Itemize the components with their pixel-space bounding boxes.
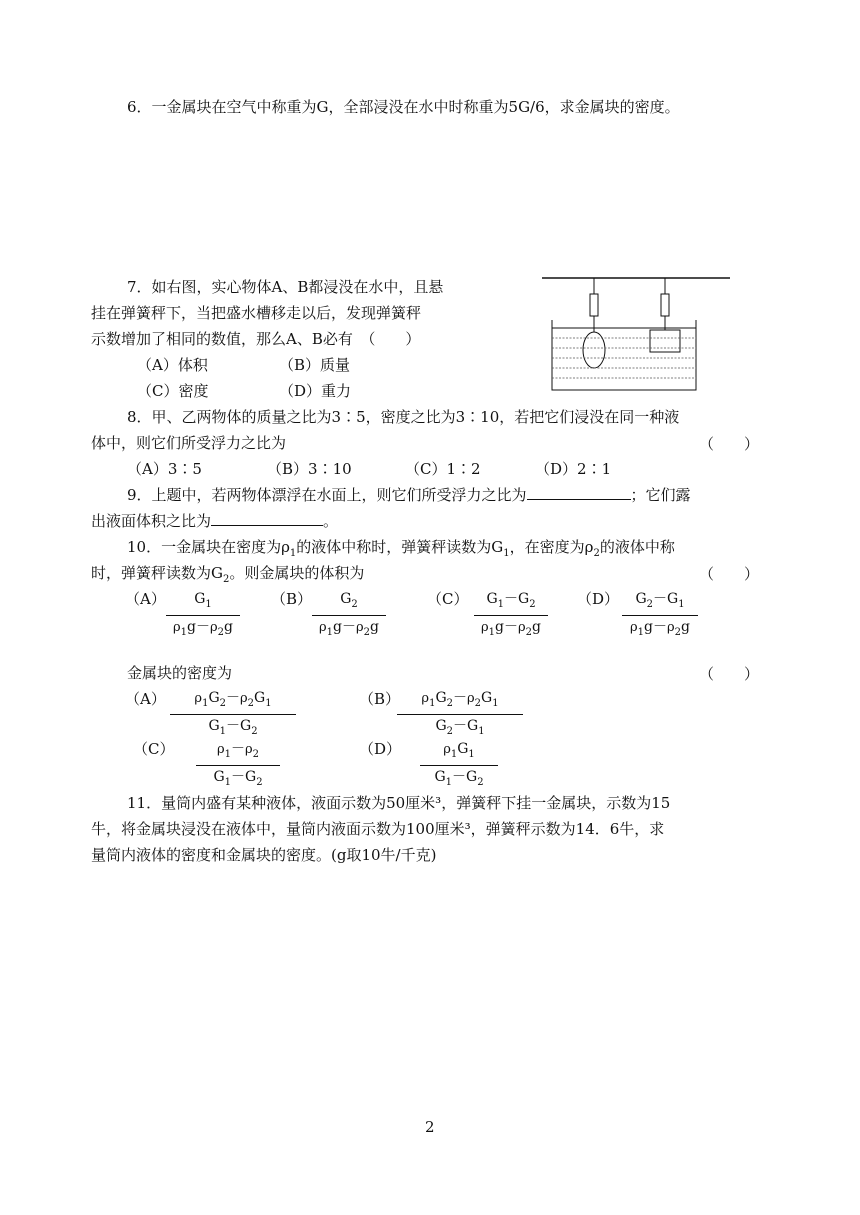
q10-text-b: 的液体中称时，弹簧秤读数为G xyxy=(296,538,504,556)
q10-line-2: 时，弹簧秤读数为$G_2$。则金属块的体积为 xyxy=(91,564,365,585)
q8-line-2: 体中，则它们所受浮力之比为 xyxy=(91,434,287,452)
q7-option-d: （D）重力 xyxy=(279,382,352,400)
q9-text-b: ；它们露 xyxy=(630,486,691,504)
q10-text-e: 时，弹簧秤读数为G xyxy=(91,564,223,582)
q8-option-b: （B）3∶10 xyxy=(267,460,352,478)
q10-text-d: 的液体中称 xyxy=(599,538,675,556)
q9-line-2 xyxy=(91,511,338,531)
q7-option-c: （C）密度 xyxy=(137,382,209,400)
q7-option-a: （A）体积 xyxy=(137,356,208,374)
q8-option-c: （C）1∶2 xyxy=(405,460,481,478)
q10-vol-fraction-c: $G_1-G_2$ $\rho_1g-\rho_2g$ xyxy=(474,589,548,644)
q10-volume-paren: （ ） xyxy=(699,565,760,583)
q9-text-a: 9．上题中，若两物体漂浮在水面上，则它们所受浮力之比为 xyxy=(127,486,527,504)
q10-den-label-b: （B） xyxy=(359,690,401,708)
q7-option-b: （B）质量 xyxy=(279,356,351,374)
q9-text-c: 出液面体积之比为 xyxy=(91,512,212,530)
q7-line-1: 7．如右图，实心物体A、B都浸没在水中，且悬 xyxy=(127,278,444,296)
q10-den-fraction-c: $\rho_1-\rho_2$ $G_1-G_2$ xyxy=(196,739,280,794)
q9-line-1 xyxy=(127,485,691,505)
q8-answer-paren: （ ） xyxy=(699,435,760,453)
q8-option-d: （D）2∶1 xyxy=(535,460,612,478)
q10-text-c: ，在密度为ρ xyxy=(509,538,594,556)
q6-text: 6．一金属块在空气中称重为G，全部浸没在水中时称重为5G/6，求金属块的密度。 xyxy=(127,98,680,116)
q10-text-a: 10．一金属块在密度为ρ xyxy=(127,538,290,556)
q11-line-1: 11．量筒内盛有某种液体，液面示数为50厘米³，弹簧秤下挂一金属块，示数为15 xyxy=(127,794,671,812)
q9-blank-2[interactable] xyxy=(211,511,323,526)
page-number: 2 xyxy=(425,1118,435,1136)
q10-den-fraction-a: $\rho_1G_2-\rho_2G_1$ $G_1-G_2$ xyxy=(170,688,296,743)
q10-den-label-a: （A） xyxy=(125,690,166,708)
q10-vol-fraction-b: $G_2$ $\rho_1g-\rho_2g$ xyxy=(312,589,386,644)
q10-text-f: 。则金属块的体积为 xyxy=(229,564,365,582)
q11-line-3: 量筒内液体的密度和金属块的密度。(g取10牛/千克) xyxy=(91,846,437,864)
q10-den-fraction-d: $\rho_1G_1$ $G_1-G_2$ xyxy=(420,739,498,794)
q10-line-1: 10．一金属块在密度为$\rho_1$的液体中称时，弹簧秤读数为$G_1$，在密度为$\rho_2$的液体中称 xyxy=(127,538,675,559)
q10-vol-fraction-d: $G_2-G_1$ $\rho_1g-\rho_2g$ xyxy=(622,589,698,644)
q10-vol-label-a: （A） xyxy=(125,590,166,608)
q10-density-label: 金属块的密度为 xyxy=(127,664,233,682)
q11-line-2: 牛，将金属块浸没在液体中，量筒内液面示数为100厘米³，弹簧秤示数为14．6牛，求 xyxy=(91,820,665,838)
q9-text-d: 。 xyxy=(323,512,339,530)
q10-vol-fraction-a: $G_1$ $\rho_1g-\rho_2g$ xyxy=(166,589,240,644)
q10-vol-label-c: （C） xyxy=(427,590,469,608)
q8-option-a: （A）3∶5 xyxy=(127,460,202,478)
q7-line-3: 示数增加了相同的数值，那么A、B必有 （ ） xyxy=(91,330,421,348)
q10-vol-label-b: （B） xyxy=(271,590,313,608)
q8-line-1: 8．甲、乙两物体的质量之比为3∶5，密度之比为3∶10，若把它们浸没在同一种液 xyxy=(127,408,680,426)
q10-den-fraction-b: $\rho_1G_2-\rho_2G_1$ $G_2-G_1$ xyxy=(397,688,523,743)
q10-den-label-c: （C） xyxy=(133,740,175,758)
q9-blank-1[interactable] xyxy=(527,485,631,500)
q10-vol-label-d: （D） xyxy=(577,590,620,608)
q7-line-2: 挂在弹簧秤下，当把盛水槽移走以后，发现弹簧秤 xyxy=(91,304,422,322)
q10-den-label-d: （D） xyxy=(359,740,402,758)
q10-density-paren: （ ） xyxy=(699,665,760,683)
spring-scale-diagram xyxy=(538,272,738,402)
